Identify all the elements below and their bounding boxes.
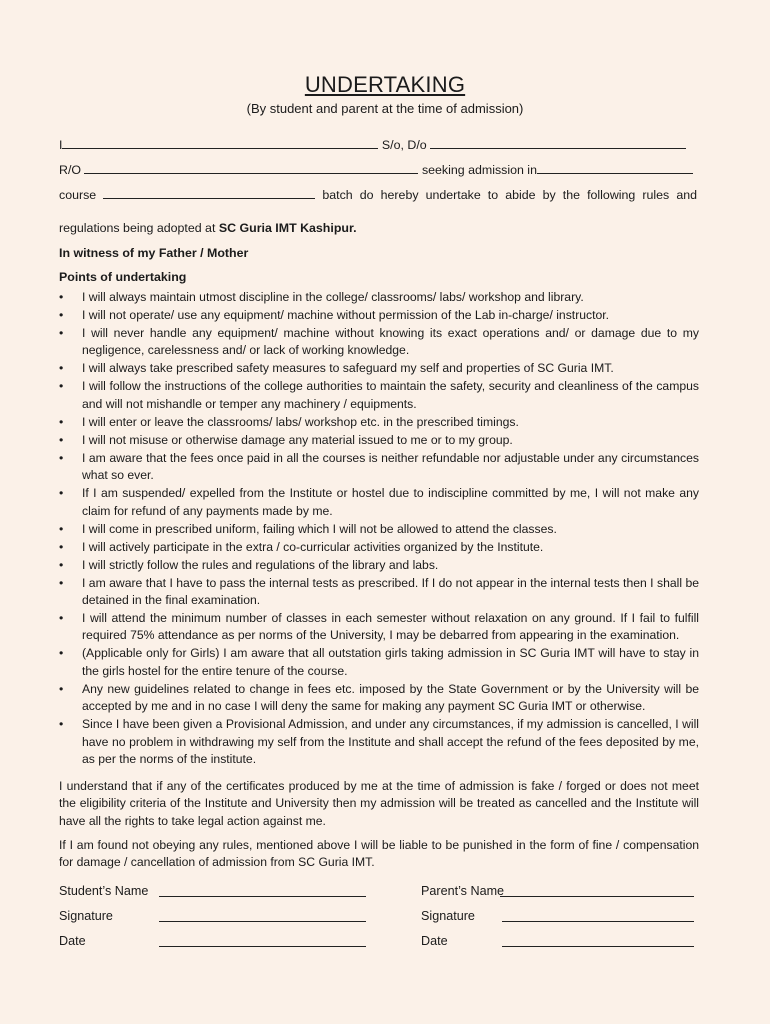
parent-name-blank[interactable]	[430, 137, 686, 149]
undertaking-point	[59, 610, 699, 645]
undertaking-point	[59, 450, 699, 485]
institute-name: SC Guria IMT Kashipur.	[218, 221, 357, 235]
bullet-icon: •	[59, 361, 64, 376]
student-date-field[interactable]	[159, 946, 366, 947]
bullet-icon: •	[59, 450, 64, 465]
point-text: I will follow the instructions of the college authorities to maintain the safety, security and cleanliness of the campus and will not mishandle or temper any machinery / equipments.	[82, 379, 699, 411]
line2-prefix: R/O	[59, 163, 82, 177]
student-date-label: Date	[59, 934, 86, 948]
student-name-field[interactable]	[159, 896, 366, 897]
bullet-icon: •	[59, 539, 64, 554]
bullet-icon: •	[59, 308, 64, 322]
course-blank[interactable]	[103, 187, 315, 199]
point-text: I am aware that the fees once paid in all the courses is neither refundable nor adjustable under any circumstances what so ever.	[82, 450, 699, 483]
bullet-icon: •	[59, 432, 64, 447]
residence-blank[interactable]	[84, 162, 418, 174]
undertaking-point	[59, 432, 699, 449]
bullet-icon: •	[59, 326, 64, 340]
undertaking-point	[59, 360, 699, 377]
paragraph-certificates: I understand that if any of the certificates produced by me at the time of admission is fake / forged or does not meet the eligibility criteria of the Institute and University then my admission will be treated as cancelled and the Institute will have all the rights to take legal action against me.	[59, 779, 699, 828]
undertaking-point	[59, 557, 699, 574]
student-signature-label: Signature	[59, 909, 113, 923]
point-text: (Applicable only for Girls) I am aware that all outstation girls taking admission in SC Guria IMT will have to stay in the girls hostel for the entire tenure of the course.	[82, 646, 699, 678]
course-line	[59, 187, 697, 202]
points-heading: Points of undertaking	[59, 270, 187, 284]
line1-mid: S/o, D/o	[381, 138, 427, 152]
undertaking-point	[59, 681, 699, 716]
undertaking-point	[59, 378, 699, 413]
undertaking-point	[59, 521, 699, 538]
undertaking-point	[59, 645, 699, 680]
bullet-icon: •	[59, 379, 64, 394]
point-text: Since I have been given a Provisional Admission, and under any circumstances, if my admission is cancelled, I will have no problem in withdrawing my self from the Institute and shall accept the refund of the fees deposited by me, as per the norms of the institute.	[82, 717, 699, 767]
parent-signature-label: Signature	[421, 909, 475, 923]
point-text: I am aware that I have to pass the internal tests as prescribed. If I do not appear in the internal tests then I shall be detained in the final examination.	[82, 575, 699, 608]
undertaking-point	[59, 539, 699, 556]
undertaking-point	[59, 716, 699, 768]
parent-date-field[interactable]	[502, 946, 694, 947]
bullet-icon: •	[59, 414, 64, 429]
point-text: If I am suspended/ expelled from the Institute or hostel due to indiscipline committed by me, I will not make any claim for refund of any payments made by me.	[82, 486, 699, 518]
undertaking-point	[59, 414, 699, 431]
point-text: I will not operate/ use any equipment/ machine without permission of the Lab in-charge/ instructor.	[82, 308, 610, 322]
line1-prefix: I	[59, 138, 63, 152]
undertaking-point	[59, 325, 699, 360]
line3-text: batch do hereby undertake to abide by the following rules and	[322, 188, 697, 202]
bullet-icon: •	[59, 717, 64, 732]
name-line	[59, 137, 686, 152]
parent-name-field[interactable]	[500, 896, 694, 897]
bullet-icon: •	[59, 611, 64, 626]
point-text: I will actively participate in the extra / co-curricular activities organized by the Institute.	[82, 539, 544, 554]
student-name-blank[interactable]	[62, 137, 378, 149]
undertaking-point	[59, 307, 699, 324]
bullet-icon: •	[59, 681, 64, 696]
bullet-icon: •	[59, 486, 64, 501]
bullet-icon: •	[59, 557, 64, 572]
undertaking-point	[59, 289, 699, 306]
line2-mid: seeking admission in	[421, 163, 537, 177]
student-name-label: Student’s Name	[59, 884, 149, 898]
undertaking-point	[59, 485, 699, 520]
undertaking-point	[59, 575, 699, 610]
line4-text: regulations being adopted at	[59, 221, 216, 235]
bullet-icon: •	[59, 290, 64, 304]
point-text: I will never handle any equipment/ machine without knowing its exact operations and/ or damage due to my negligence, carelessness and/ or lack of working knowledge.	[82, 326, 699, 358]
bullet-icon: •	[59, 521, 64, 536]
points-list	[59, 289, 699, 769]
admission-blank[interactable]	[537, 162, 693, 174]
student-signature-field[interactable]	[159, 921, 366, 922]
point-text: Any new guidelines related to change in fees etc. imposed by the State Government or by the University will be accepted by me and in no case I will deny the same for making any payment SC Guria IMT or otherwise.	[82, 681, 699, 714]
paragraph-rules: If I am found not obeying any rules, mentioned above I will be liable to be punished in the form of fine / compensation for damage / cancellation of admission from SC Guria IMT.	[59, 838, 699, 870]
parent-name-label: Parent’s Name	[421, 884, 505, 898]
parent-signature-field[interactable]	[502, 921, 694, 922]
point-text: I will enter or leave the classrooms/ labs/ workshop etc. in the prescribed timings.	[82, 414, 519, 429]
point-text: I will not misuse or otherwise damage any material issued to me or to my group.	[82, 432, 513, 447]
residence-line	[59, 162, 693, 177]
point-text: I will always maintain utmost discipline in the college/ classrooms/ labs/ workshop and library.	[82, 290, 584, 304]
point-text: I will strictly follow the rules and regulations of the library and labs.	[82, 557, 439, 572]
witness-heading: In witness of my Father / Mother	[59, 246, 249, 260]
point-text: I will attend the minimum number of classes in each semester without relaxation on any ground. If I fail to fulfill required 75% attendance as per norms of the University, I may be debarred from appearing in the examination.	[82, 611, 699, 643]
bullet-icon: •	[59, 575, 64, 590]
document-title: UNDERTAKING	[304, 72, 466, 97]
point-text: I will come in prescribed uniform, failing which I will not be allowed to attend the classes.	[82, 521, 557, 536]
document-subtitle: (By student and parent at the time of admission)	[246, 101, 524, 116]
parent-date-label: Date	[421, 934, 448, 948]
point-text: I will always take prescribed safety measures to safeguard my self and properties of SC Guria IMT.	[82, 361, 614, 376]
bullet-icon: •	[59, 646, 64, 661]
regulations-line	[59, 221, 357, 235]
line3-prefix: course	[59, 188, 97, 202]
